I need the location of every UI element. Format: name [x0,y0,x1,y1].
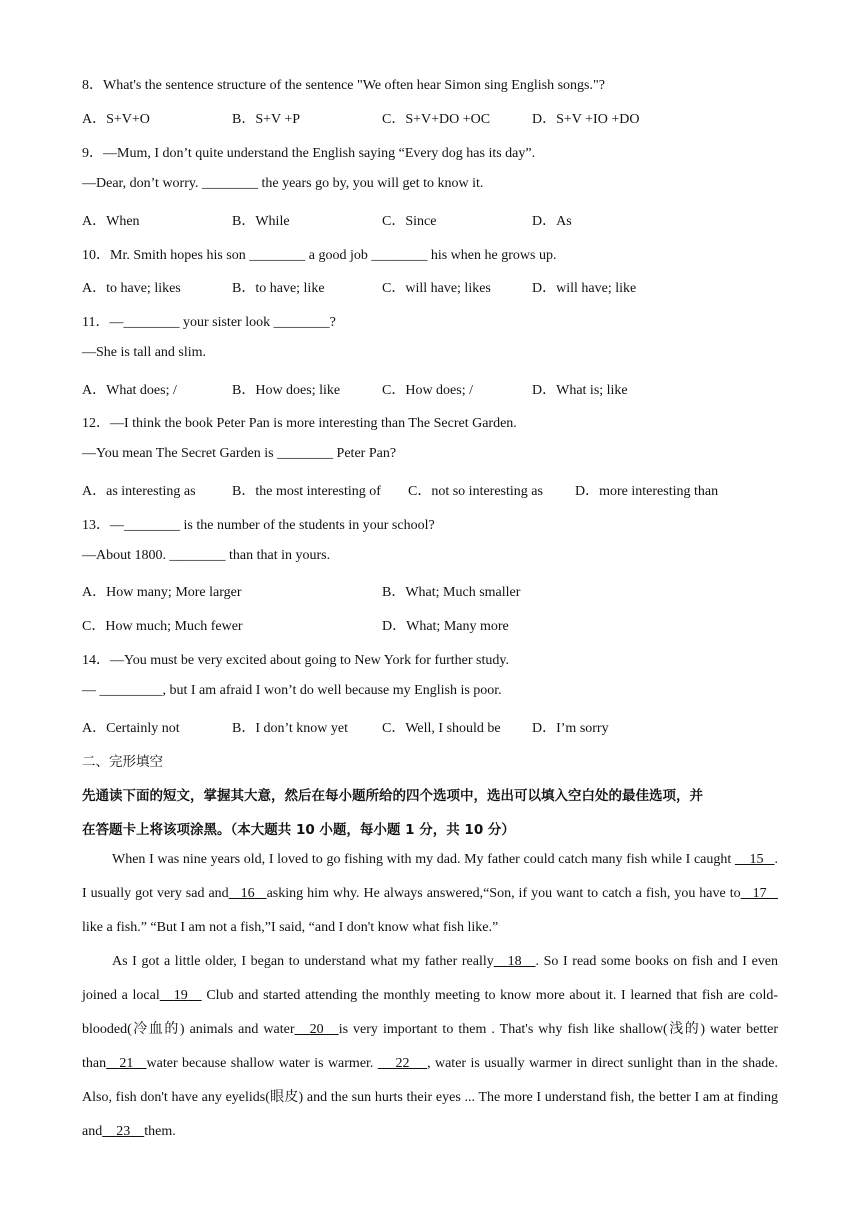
blank-20[interactable] [295,1022,339,1037]
question-8-option-d[interactable]: D．S+V +IO +DO [532,112,640,127]
question-13-option-a[interactable]: A．How many; More larger [82,585,242,600]
question-11-option-a[interactable]: A．What does; / [82,383,177,398]
question-9-option-a[interactable]: A．When [82,214,140,229]
question-11-option-b[interactable]: B．How does; like [232,383,341,398]
section-instruction-line2: 在答题卡上将该项涂黑。（本大题共 10 小题，每小题 1 分，共 10 分） [82,822,515,838]
blank-23[interactable] [102,1124,144,1139]
blank-22-number: 22 [395,1056,410,1071]
passage-text: like a fish.” “But I am not a fish,”I said, “and I don't know what fish like.” [82,920,499,935]
passage-text: them. [144,1124,176,1139]
question-9-reply: —Dear, don’t worry. ________ the years go by, you will get to know it. [82,176,484,191]
question-9-stem: 9．—Mum, I don’t quite understand the English saying “Every dog has its day”. [82,146,536,161]
passage-text: As I got a little older, I began to understand what my father really [112,954,494,969]
question-12-option-c[interactable]: C．not so interesting as [408,484,543,499]
question-12-option-b[interactable]: B．the most interesting of [232,484,381,499]
question-8-option-b[interactable]: B．S+V +P [232,112,301,127]
passage-text: asking him why. He always answered,“Son, if you want to catch a fish, you have to [266,886,741,901]
question-14-option-b[interactable]: B．I don’t know yet [232,721,349,736]
blank-21-number: 21 [119,1056,134,1071]
blank-19[interactable] [160,988,202,1003]
question-11-option-c[interactable]: C．How does; / [382,383,473,398]
passage-text: . I usually got very sad and [82,852,779,901]
question-10-option-b[interactable]: B．to have; like [232,281,325,296]
question-14-option-a[interactable]: A．Certainly not [82,721,180,736]
passage-text: . So I read some books on fish and I even joined a local [82,954,779,1003]
question-13-option-d[interactable]: D．What; Many more [382,619,509,634]
question-13-option-b[interactable]: B．What; Much smaller [382,585,521,600]
question-13-option-c[interactable]: C．How much; Much fewer [82,619,243,634]
question-9-option-b[interactable]: B．While [232,214,290,229]
question-13-reply: —About 1800. ________ than that in yours. [82,548,331,563]
question-8-option-a[interactable]: A．S+V+O [82,112,150,127]
section-instruction-line1: 先通读下面的短文，掌握其大意，然后在每小题所给的四个选项中，选出可以填入空白处的最佳选项，并 [82,788,703,804]
question-10-option-a[interactable]: A．to have; likes [82,281,181,296]
question-12-option-d[interactable]: D．more interesting than [575,484,719,499]
blank-20-number: 20 [309,1022,324,1037]
question-14-option-d[interactable]: D．I’m sorry [532,721,609,736]
passage-text: is very important to them . That's why fish like shallow(浅的) water better than [82,1022,778,1071]
question-11-option-d[interactable]: D．What is; like [532,383,628,398]
passage-text: When I was nine years old, I loved to go fishing with my dad. My father could catch many fish while I caught [112,852,735,867]
question-11-reply: —She is tall and slim. [82,345,207,360]
blank-23-number: 23 [116,1124,131,1139]
blank-16-number: 16 [240,886,255,901]
passage-text: , water is usually warmer in direct sunlight than in the shade. Also, fish don't have any eyelids(眼皮) and the sun hurts their eyes ... The more I understand fish, the better I am at finding and [82,1056,779,1139]
passage-paragraph-1 [82,843,778,945]
question-14-option-c[interactable]: C．Well, I should be [382,721,501,736]
question-10-stem: 10．Mr. Smith hopes his son ________ a good job ________ his when he grows up. [82,248,557,263]
question-12-option-a[interactable]: A．as interesting as [82,484,196,499]
blank-16[interactable] [229,886,267,901]
question-8-option-c[interactable]: C．S+V+DO +OC [382,112,491,127]
cloze-passage [82,843,778,1149]
question-10-option-d[interactable]: D．will have; like [532,281,637,296]
question-13-stem: 13．—________ is the number of the students in your school? [82,518,435,533]
blank-18[interactable] [494,954,536,969]
blank-19-number: 19 [173,988,188,1003]
blank-22[interactable] [378,1056,427,1071]
blank-18-number: 18 [507,954,522,969]
passage-text: water because shallow water is warmer. [146,1056,378,1071]
blank-17[interactable] [741,886,778,901]
question-11-stem: 11．—________ your sister look ________? [82,315,336,330]
blank-21[interactable] [106,1056,146,1071]
question-9-option-c[interactable]: C．Since [382,214,437,229]
question-12-stem: 12．—I think the book Peter Pan is more interesting than The Secret Garden. [82,416,517,431]
question-9-option-d[interactable]: D．As [532,214,572,229]
question-14-reply: — _________, but I am afraid I won’t do well because my English is poor. [82,683,502,698]
question-10-option-c[interactable]: C．will have; likes [382,281,491,296]
section-title: 二、完形填空 [82,754,163,770]
passage-paragraph-2 [82,945,778,1149]
question-14-stem: 14．—You must be very excited about going to New York for further study. [82,653,509,668]
question-12-reply: —You mean The Secret Garden is ________ Peter Pan? [82,446,397,461]
blank-17-number: 17 [752,886,767,901]
blank-15[interactable] [735,852,775,867]
blank-15-number: 15 [749,852,764,867]
passage-text: Club and started attending the monthly meeting to know more about it. I learned that fish are cold-blooded(冷血的) animals and water [82,988,779,1037]
question-8-stem: 8．What's the sentence structure of the sentence "We often hear Simon sing English songs."? [82,78,605,93]
